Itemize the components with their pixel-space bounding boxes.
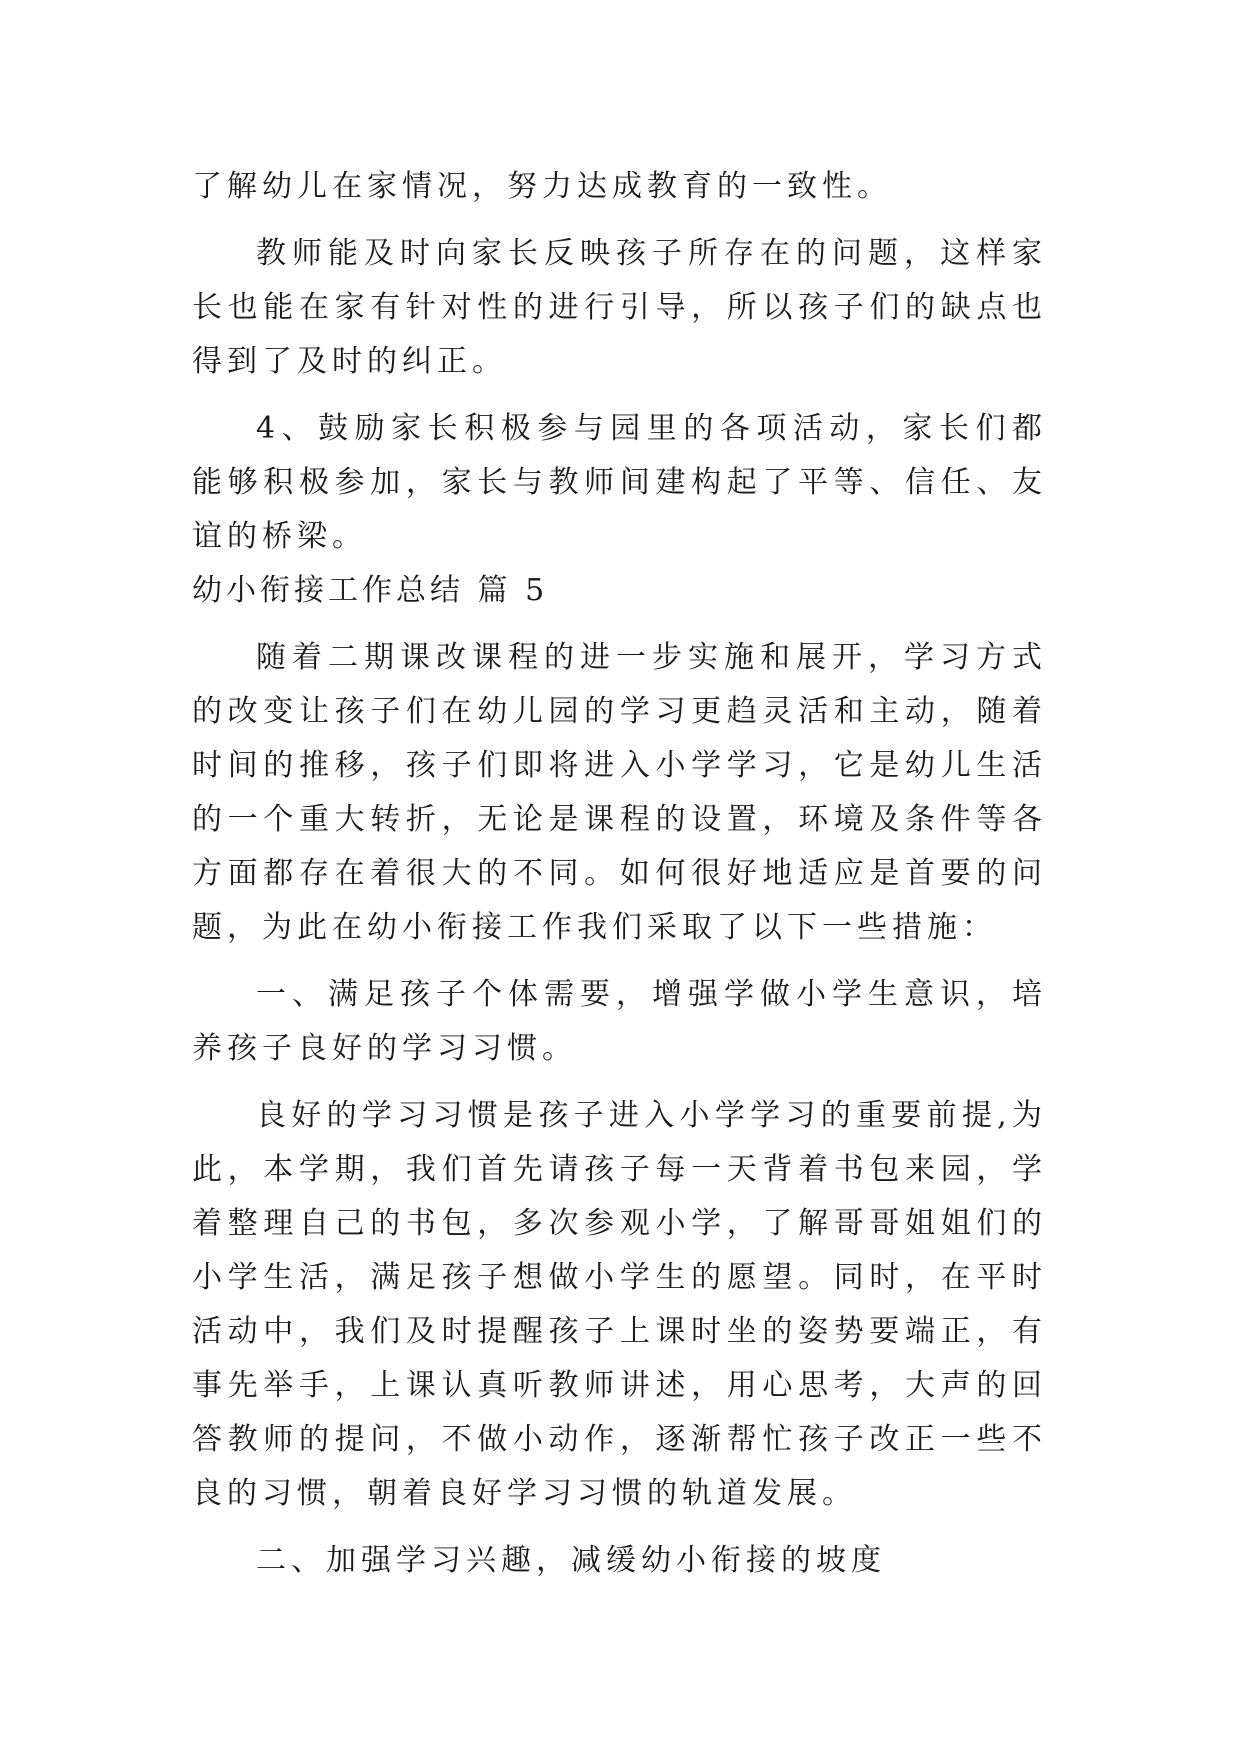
section-heading: 幼小衔接工作总结 篇 5 — [192, 573, 549, 608]
paragraph-continuation: 了解幼儿在家情况，努力达成教育的一致性。 — [192, 169, 892, 204]
paragraph-point-one: 一、满足孩子个体需要，增强学做小学生意识，培养孩子良好的学习习惯。 — [192, 977, 1047, 1066]
paragraph-study-habits: 良好的学习习惯是孩子进入小学学习的重要前提,为此，本学期，我们首先请孩子每一天背着书包来园，学着整理自己的书包，多次参观小学，了解哥哥姐姐们的小学生活，满足孩子想做小学生的愿望。同时，在平时活动中，我们及时提醒孩子上课时坐的姿势要端正，有事先举手，上课认真听教师讲述，用心思考，大声的回答教师的提问，不做小动作，逐渐帮忙孩子改正一些不良的习惯，朝着良好学习习惯的轨道发展。 — [192, 1098, 1047, 1511]
paragraph-teacher-feedback: 教师能及时向家长反映孩子所存在的问题，这样家长也能在家有针对性的进行引导，所以孩子们的缺点也得到了及时的纠正。 — [192, 236, 1047, 379]
paragraph-parent-activities: 4、鼓励家长积极参与园里的各项活动，家长们都能够积极参加，家长与教师间建构起了平等、信任、友谊的桥梁。 — [192, 411, 1047, 554]
document-page — [192, 160, 1047, 1601]
paragraph-point-two: 二、加强学习兴趣，减缓幼小衔接的坡度 — [256, 1543, 886, 1578]
paragraph-intro: 随着二期课改课程的进一步实施和展开，学习方式的改变让孩子们在幼儿园的学习更趋灵活和主动，随着时间的推移，孩子们即将进入小学学习，它是幼儿生活的一个重大转折，无论是课程的设置，环境及条件等各方面都存在着很大的不同。如何很好地适应是首要的问题，为此在幼小衔接工作我们采取了以下一些措施： — [192, 640, 1047, 945]
